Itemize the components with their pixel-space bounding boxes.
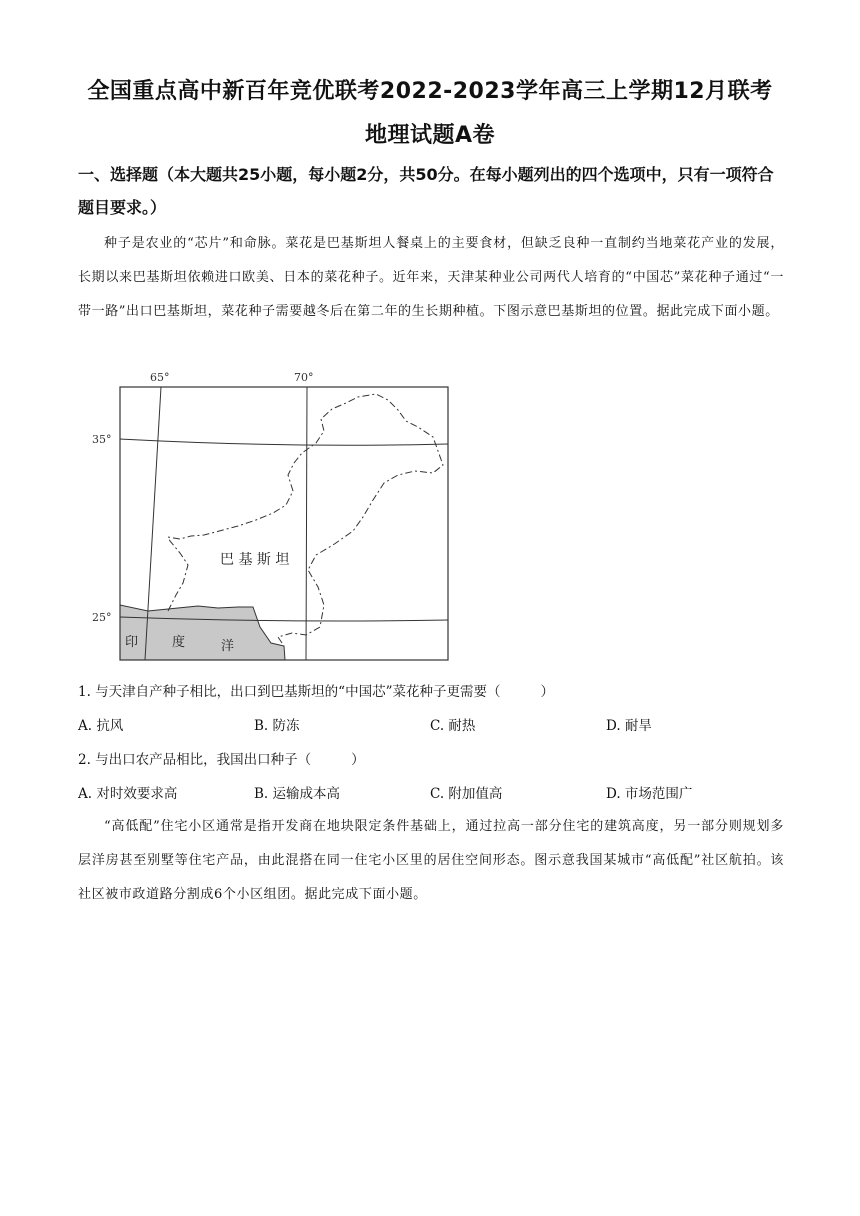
section-heading: 一、选择题（本大题共25小题，每小题2分，共50分。在每小题列出的四个选项中，只有一项符合题目要求。） (78, 165, 774, 217)
question-2-stem: 2. 与出口农产品相比，我国出口种子（ ） (78, 752, 365, 768)
ocean-label-1: 印 (125, 635, 139, 650)
q2-option-b[interactable]: B. 运输成本高 (254, 786, 341, 802)
ocean-label-3: 洋 (221, 639, 235, 654)
q1-option-d[interactable]: D. 耐旱 (606, 718, 652, 734)
indian-ocean-area (120, 605, 285, 660)
passage-2: “高低配”住宅小区通常是指开发商在地块限定条件基础上，通过拉高一部分住宅的建筑高度，另一部分则规划多层洋房甚至别墅等住宅产品，由此混搭在同一住宅小区里的居住空间形态。图示意我国某城市“高低配”社区航拍。该社区被市政道路分割成6个小区组团。据此完成下面小题。 (78, 819, 784, 902)
lon-label-70: 70° (294, 371, 314, 384)
lat-label-25: 25° (92, 611, 112, 624)
passage-1: 种子是农业的“芯片”和命脉。菜花是巴基斯坦人餐桌上的主要食材，但缺乏良种一直制约当地菜花产业的发展，长期以来巴基斯坦依赖进口欧美、日本的菜花种子。近年来，天津某种业公司两代人培育的“中国芯”菜花种子通过“一带一路”出口巴基斯坦，菜花种子需要越冬后在第二年的生长期种植。下图示意巴基斯坦的位置。据此完成下面小题。 (78, 236, 784, 319)
q2-option-d[interactable]: D. 市场范围广 (606, 786, 693, 802)
q1-option-a[interactable]: A. 抗风 (78, 718, 124, 734)
pakistan-location-map (88, 365, 458, 665)
parallel-35 (120, 439, 448, 445)
lat-label-35: 35° (92, 433, 112, 446)
question-1-stem: 1. 与天津自产种子相比，出口到巴基斯坦的“中国芯”菜花种子更需要（ ） (78, 684, 554, 700)
ocean-label-2: 度 (172, 635, 186, 650)
q1-option-b[interactable]: B. 防冻 (254, 718, 300, 734)
lon-label-65: 65° (150, 371, 170, 384)
country-label: 巴 基 斯 坦 (220, 552, 290, 568)
page-subtitle: 地理试题A卷 (364, 123, 496, 148)
q1-option-c[interactable]: C. 耐热 (430, 718, 476, 734)
q2-option-c[interactable]: C. 附加值高 (430, 786, 503, 802)
q2-option-a[interactable]: A. 对时效要求高 (78, 786, 178, 802)
page-title: 全国重点高中新百年竞优联考2022-2023学年高三上学期12月联考 (87, 79, 773, 104)
meridian-70 (306, 387, 307, 660)
